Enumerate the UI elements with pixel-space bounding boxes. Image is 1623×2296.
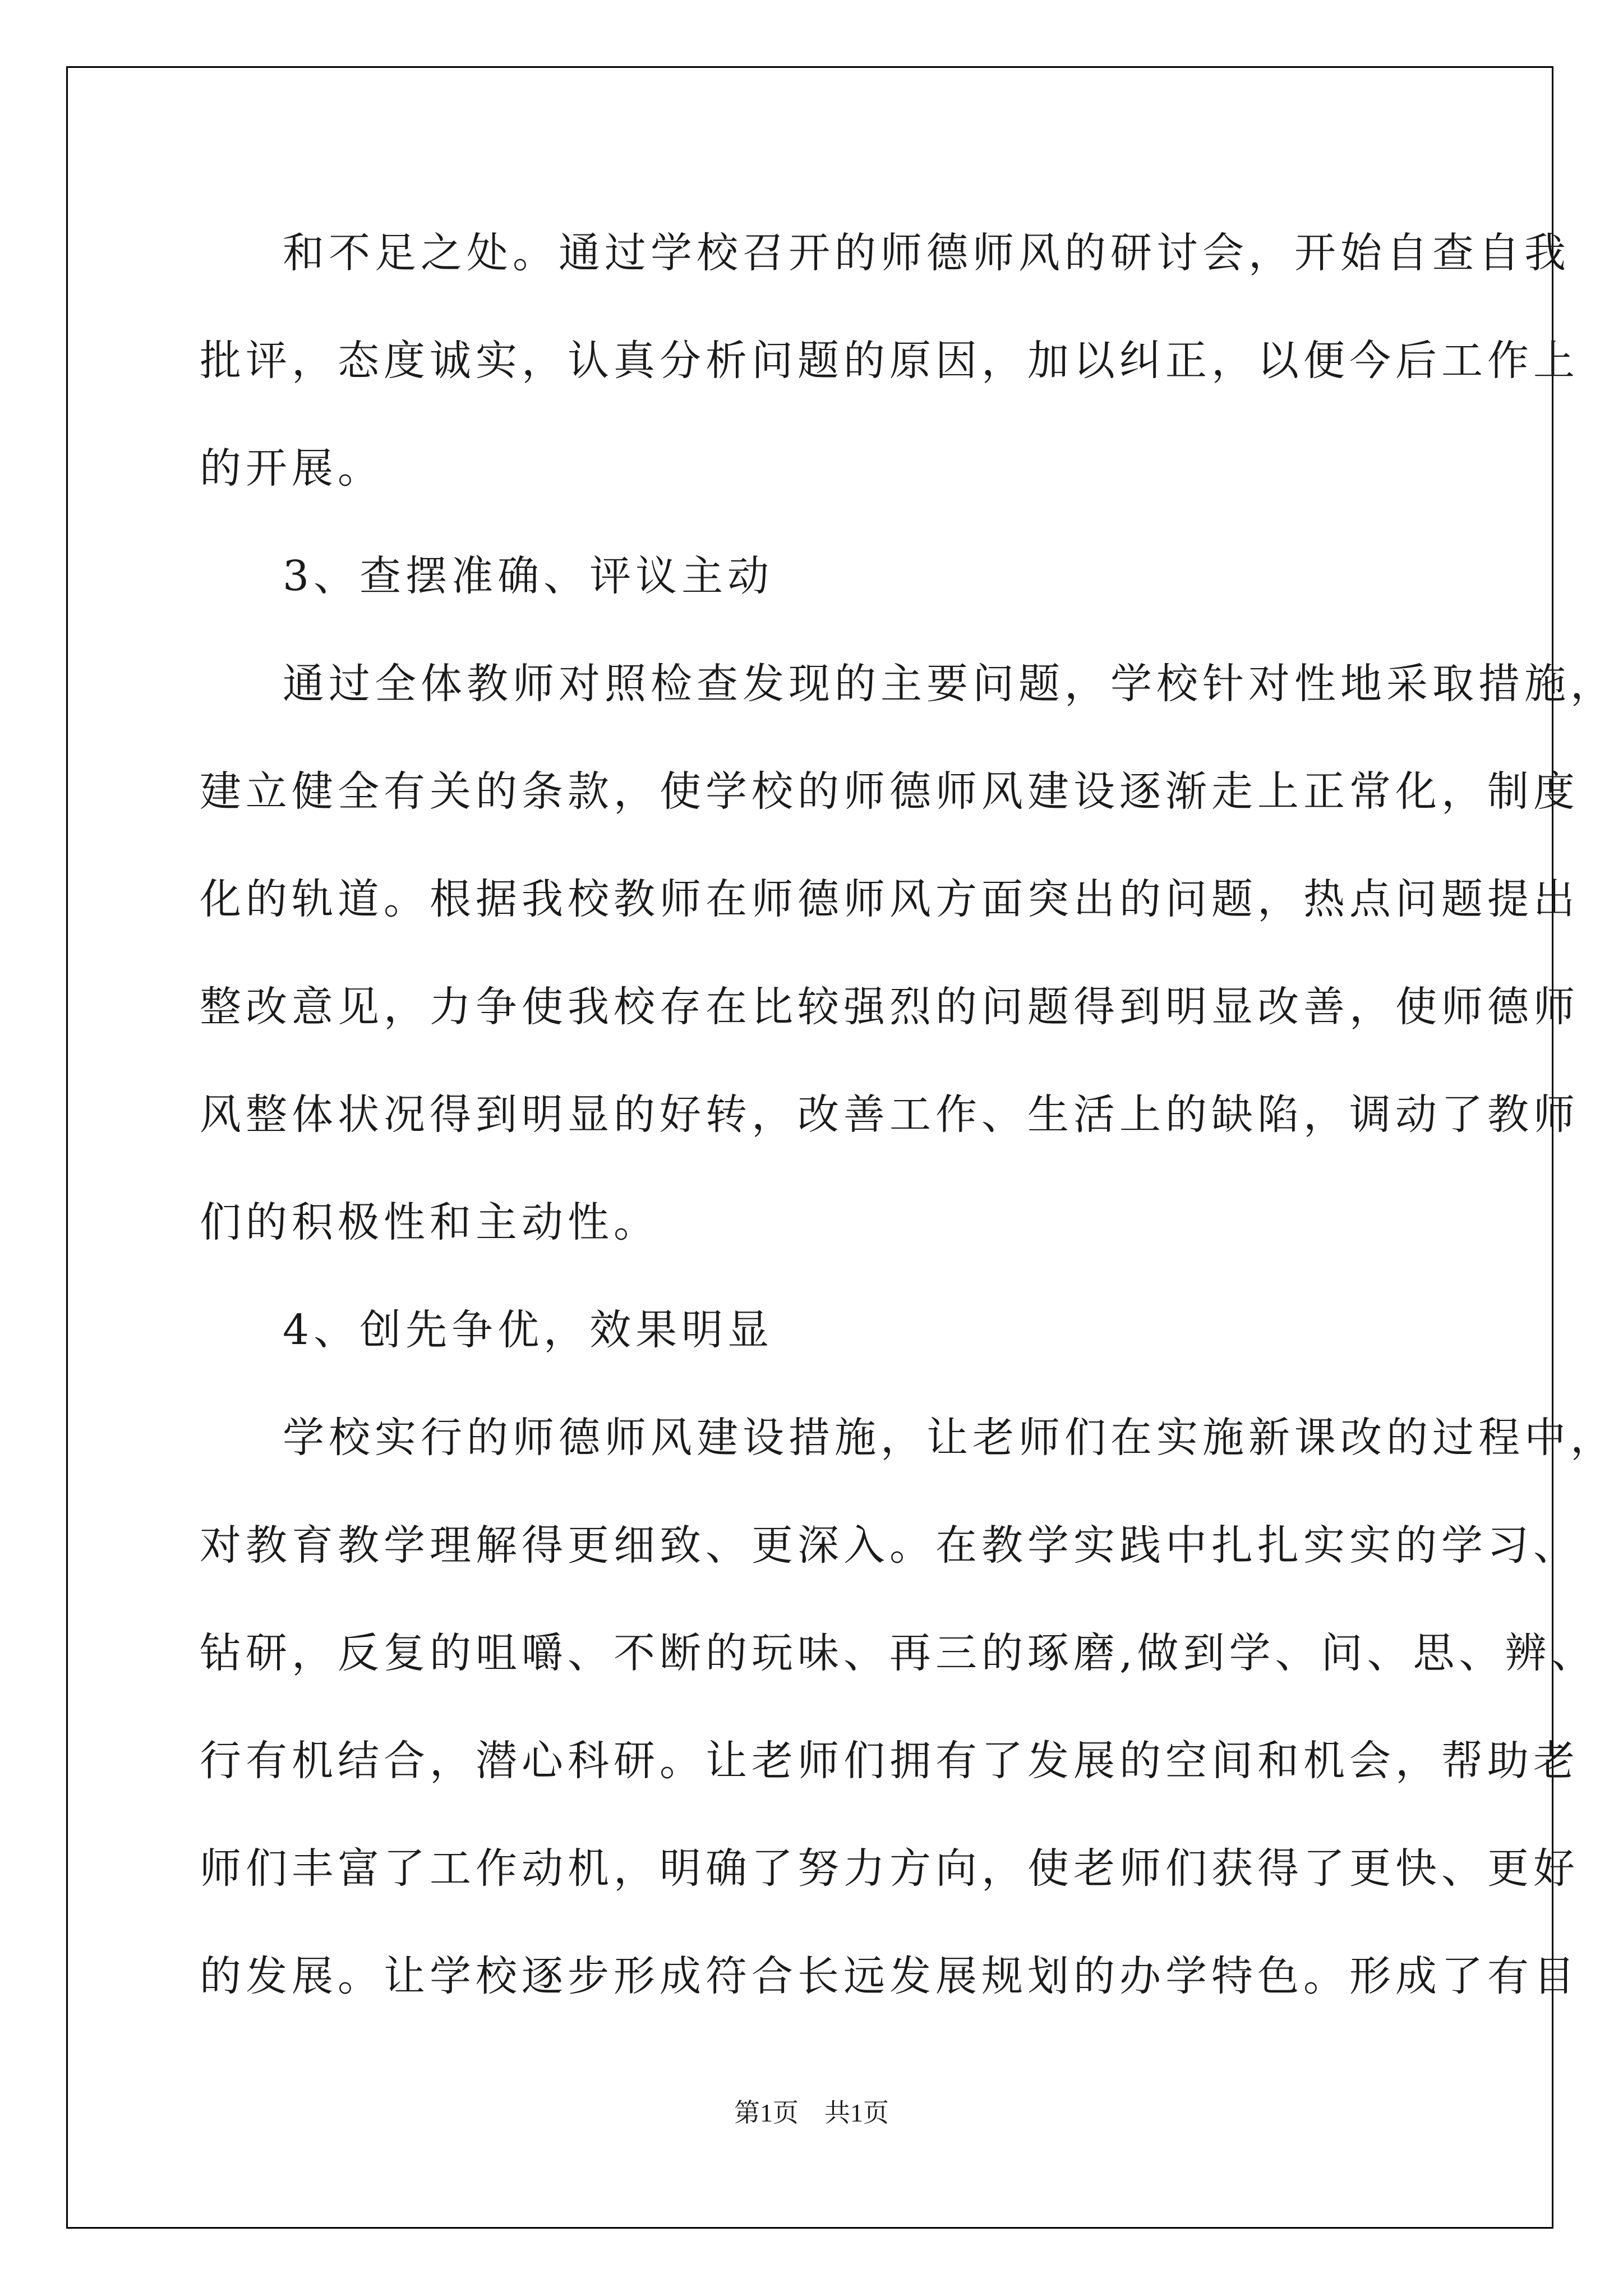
text-line: 风整体状况得到明显的好转，改善工作、生活上的缺陷，调动了教师 bbox=[200, 1091, 1579, 1139]
text-line: 的开展。 bbox=[200, 444, 384, 493]
text-line: 行有机结合，潜心科研。让老师们拥有了发展的空间和机会，帮助老 bbox=[200, 1737, 1579, 1785]
text-line: 化的轨道。根据我校教师在师德师风方面突出的问题，热点问题提出 bbox=[200, 875, 1579, 923]
text-line: 批评，态度诚实，认真分析问题的原因，加以纠正，以便今后工作上 bbox=[200, 337, 1579, 385]
text-line: 师们丰富了工作动机，明确了努力方向，使老师们获得了更快、更好 bbox=[200, 1844, 1579, 1893]
text-line: 整改意见，力争使我校存在比较强烈的问题得到明显改善，使师德师 bbox=[200, 983, 1579, 1031]
page-footer: 第1页 共1页 bbox=[734, 2099, 889, 2127]
text-line: 钻研，反复的咀嚼、不断的玩味、再三的琢磨,做到学、问、思、辨、 bbox=[200, 1629, 1597, 1677]
text-line: 的发展。让学校逐步形成符合长远发展规划的办学特色。形成了有目 bbox=[200, 1952, 1579, 2000]
text-line: 学校实行的师德师风建设措施，让老师们在实施新课改的过程中， bbox=[283, 1414, 1616, 1462]
section-heading: 4、创先争优，效果明显 bbox=[283, 1306, 774, 1354]
section-heading: 3、查摆准确、评议主动 bbox=[283, 552, 774, 600]
text-line: 和不足之处。通过学校召开的师德师风的研讨会，开始自查自我 bbox=[283, 229, 1570, 277]
text-line: 建立健全有关的条款，使学校的师德师风建设逐渐走上正常化，制度 bbox=[200, 767, 1579, 816]
text-line: 们的积极性和主动性。 bbox=[200, 1198, 660, 1246]
text-line: 对教育教学理解得更细致、更深入。在教学实践中扎扎实实的学习、 bbox=[200, 1521, 1579, 1570]
document-body bbox=[200, 199, 1616, 2030]
text-line: 通过全体教师对照检查发现的主要问题，学校针对性地采取措施， bbox=[283, 660, 1616, 708]
